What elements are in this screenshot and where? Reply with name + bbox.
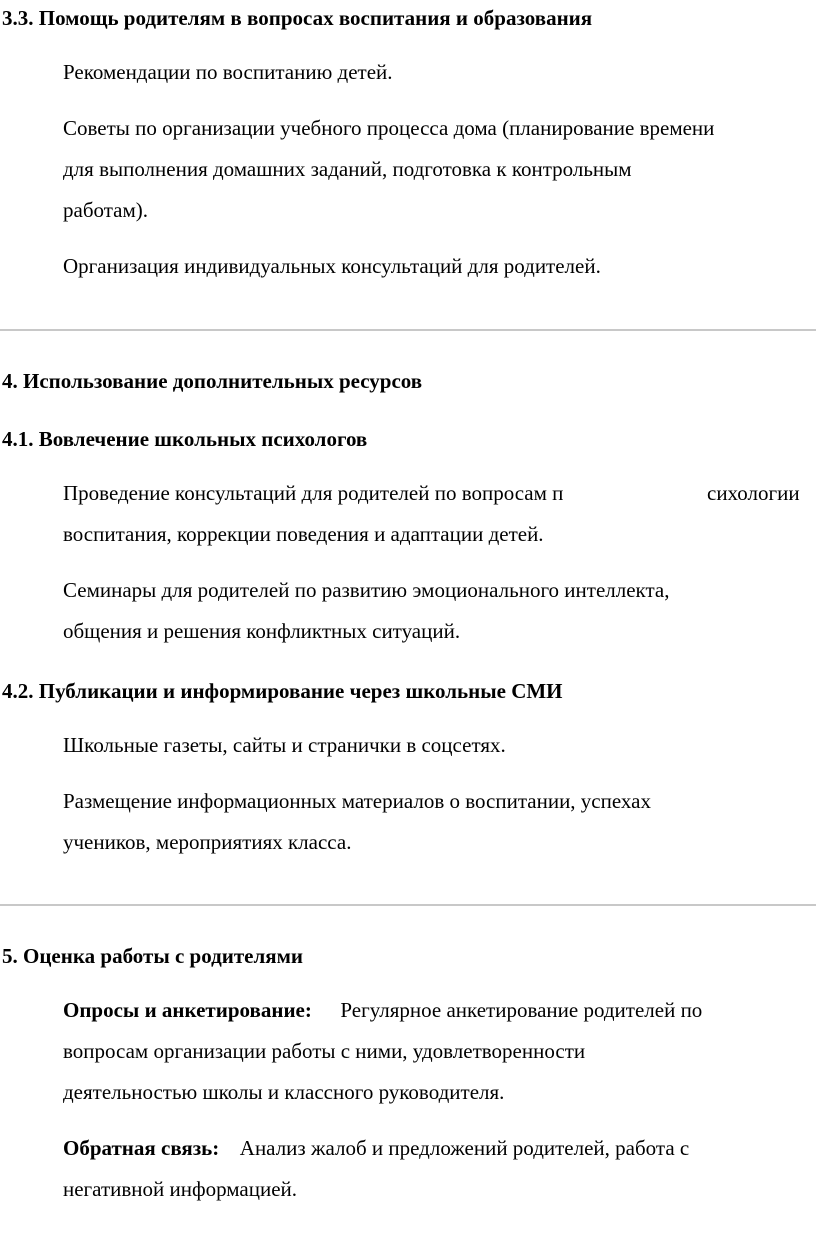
paragraph-surveys-line2: вопросам организации работы с ними, удовлетворенности (63, 1039, 586, 1063)
paragraph-study-advice-line1: Советы по организации учебного процесса дома (планирование времени (63, 116, 715, 140)
paragraph-seminars-line2: общения и решения конфликтных ситуаций. (63, 619, 461, 643)
paragraph-individual-consultations: Организация индивидуальных консультаций для родителей. (63, 254, 601, 278)
section-divider (0, 904, 816, 906)
feedback-text: Анализ жалоб и предложений родителей, работа с (239, 1136, 690, 1160)
paragraph-consultations-line2: воспитания, коррекции поведения и адаптации детей. (63, 522, 544, 546)
section-heading-4-1: 4.1. Вовлечение школьных психологов (2, 427, 368, 451)
surveys-label: Опросы и анкетирование: (63, 998, 312, 1022)
paragraph-info-materials-line1: Размещение информационных материалов о воспитании, успехах (63, 789, 651, 813)
paragraph-feedback-line1 (63, 1128, 813, 1169)
paragraph-seminars-line1: Семинары для родителей по развитию эмоционального интеллекта, (63, 578, 670, 602)
paragraph-school-media: Школьные газеты, сайты и странички в соцсетях. (63, 733, 506, 757)
section-heading-5: 5. Оценка работы с родителями (2, 944, 304, 968)
paragraph-surveys-line1 (63, 990, 813, 1031)
feedback-label: Обратная связь: (63, 1136, 220, 1160)
paragraph-info-materials-line2: учеников, мероприятиях класса. (63, 830, 352, 854)
surveys-text: Регулярное анкетирование родителей по (340, 998, 703, 1022)
paragraph-consultations-line1a: Проведение консультаций для родителей по вопросам п (63, 481, 564, 505)
paragraph-parenting-recommendations: Рекомендации по воспитанию детей. (63, 60, 393, 84)
section-divider (0, 329, 816, 331)
section-heading-4: 4. Использование дополнительных ресурсов (2, 369, 423, 393)
paragraph-study-advice-line2: для выполнения домашних заданий, подготовка к контрольным (63, 157, 632, 181)
paragraph-surveys-line3: деятельностью школы и классного руководителя. (63, 1080, 505, 1104)
section-heading-3-3: 3.3. Помощь родителям в вопросах воспитания и образования (2, 6, 593, 30)
paragraph-study-advice-line3: работам). (63, 198, 149, 222)
paragraph-feedback-line2: негативной информацией. (63, 1177, 298, 1201)
paragraph-consultations-line1b: сихологии (707, 481, 800, 505)
section-heading-4-2: 4.2. Публикации и информирование через школьные СМИ (2, 679, 563, 703)
